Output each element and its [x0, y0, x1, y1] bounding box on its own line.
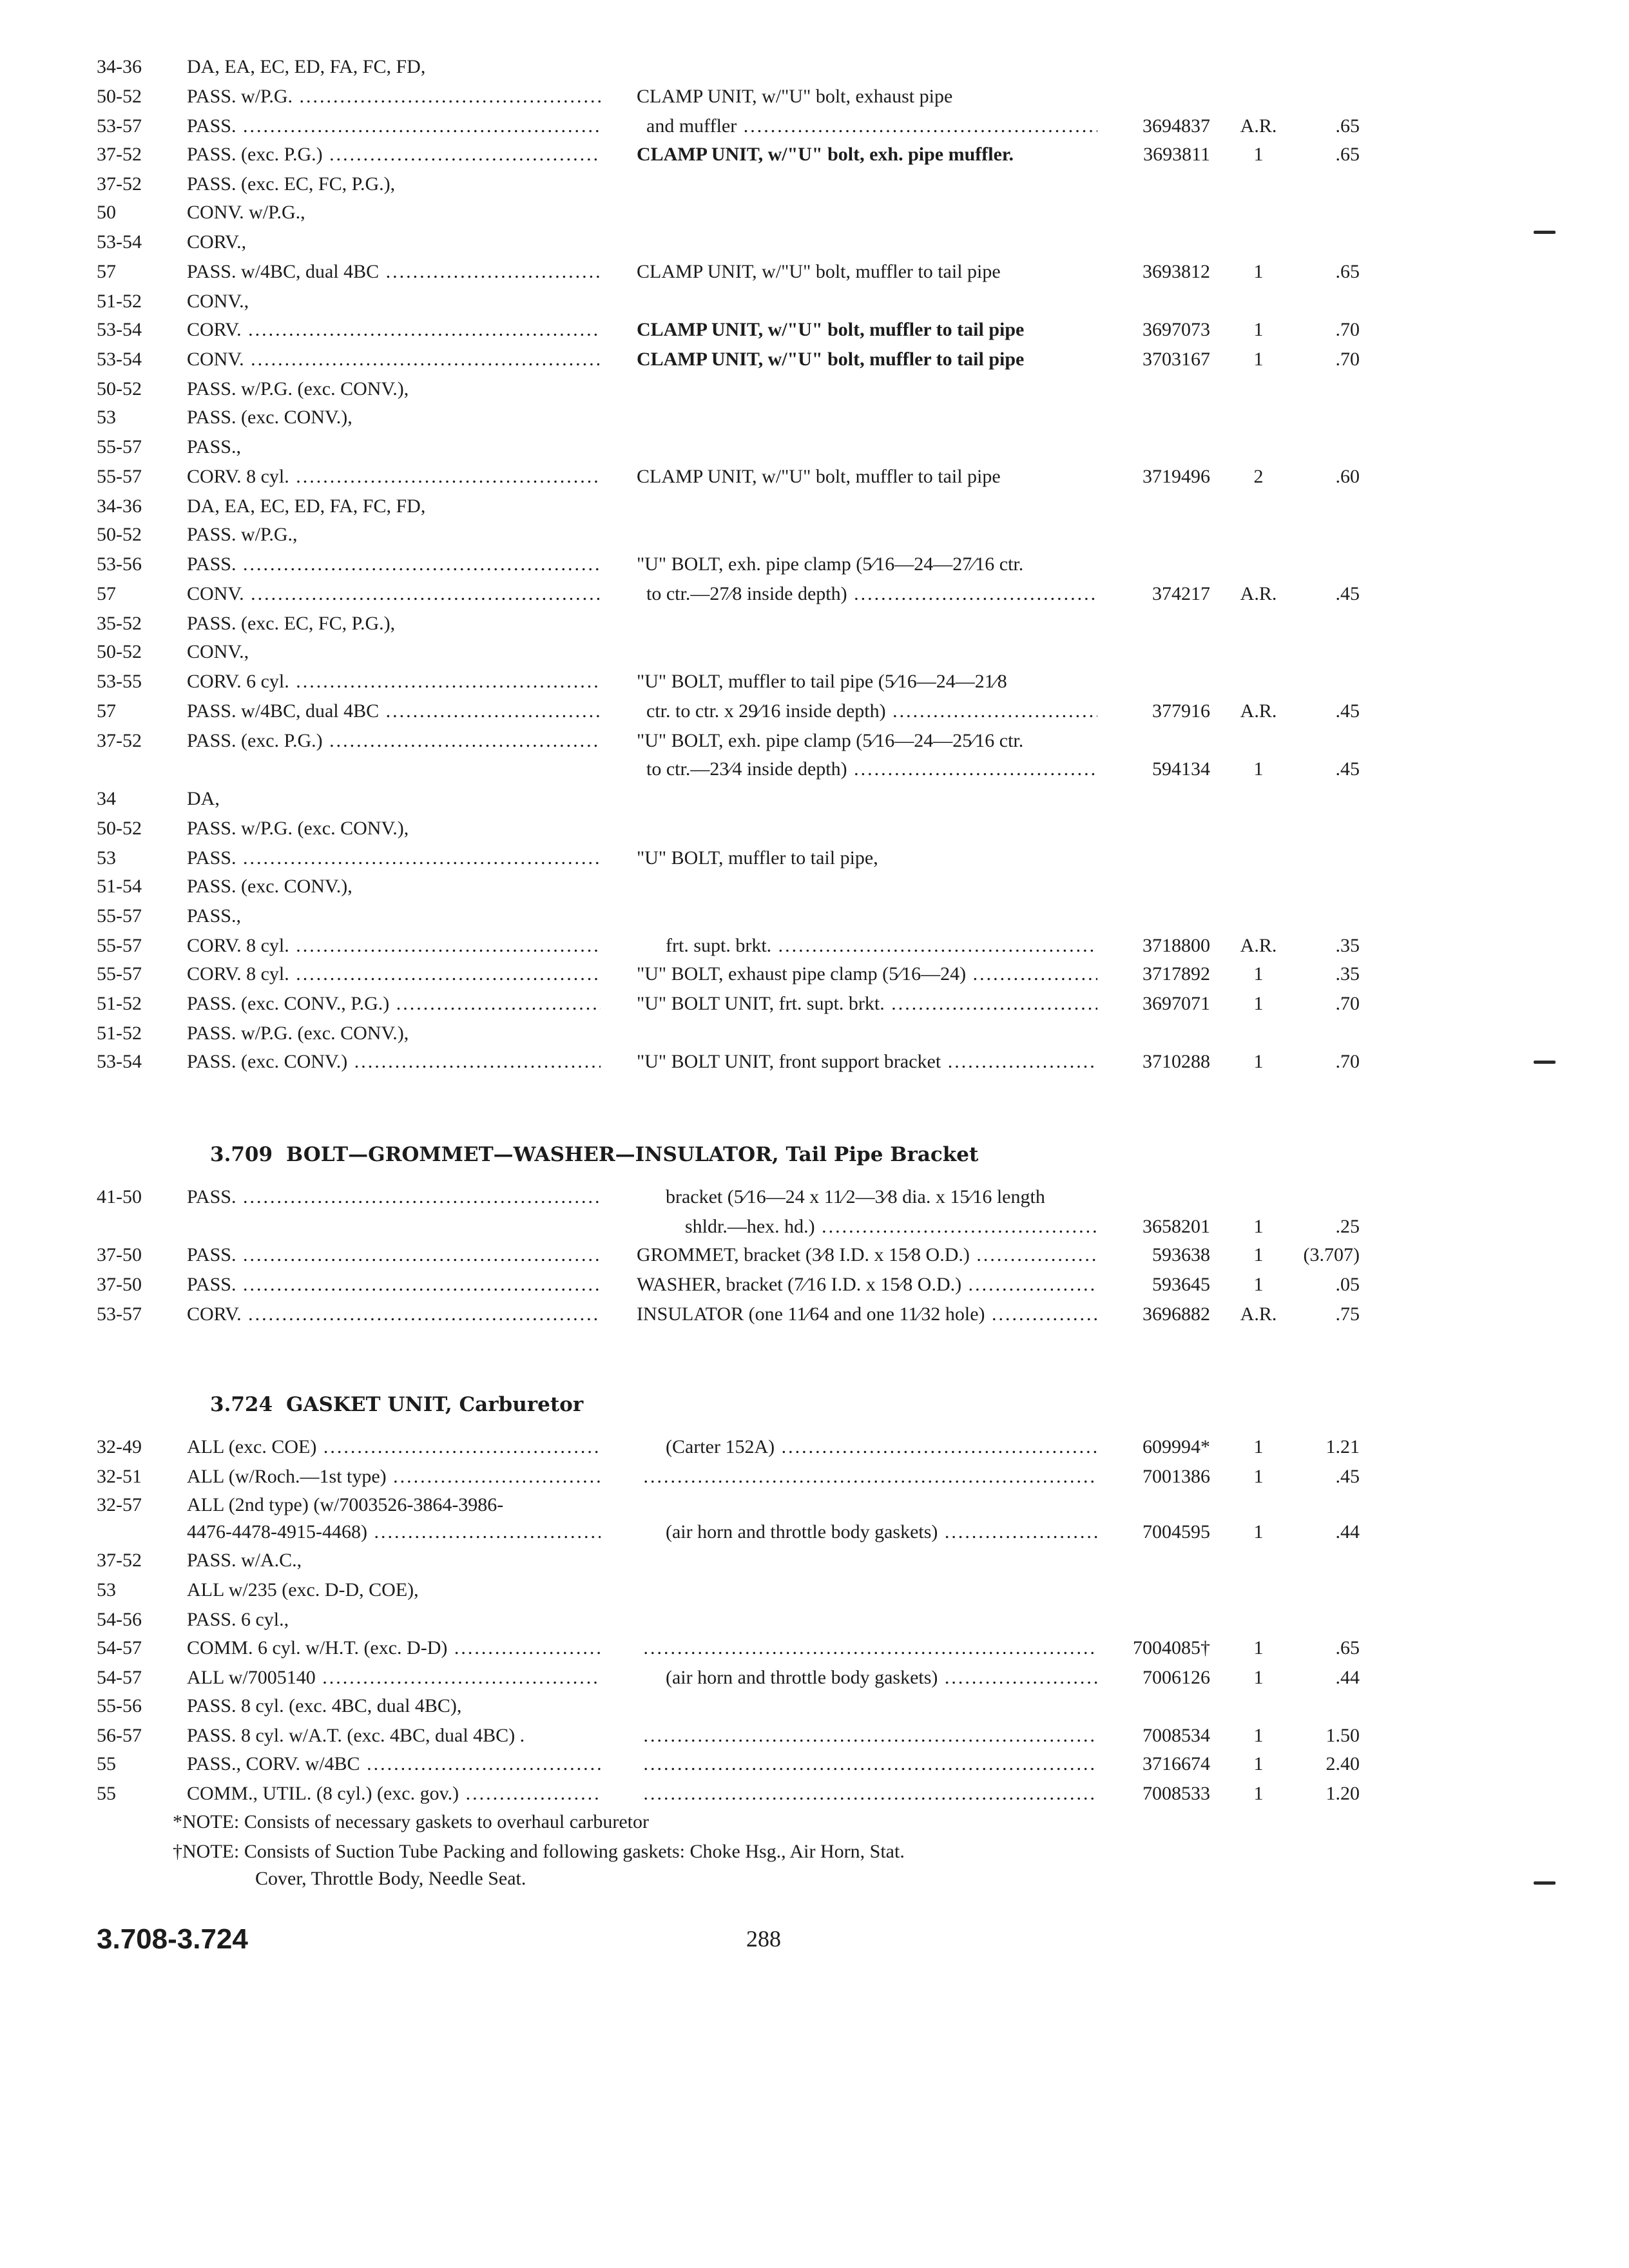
model-text: CORV. .....	[187, 1300, 601, 1329]
model-text: ALL w/235 (exc. D-D, COE),	[187, 1579, 419, 1600]
year-range: 55-57	[97, 466, 142, 487]
table-row	[0, 1463, 1629, 1491]
section-number: 3.709	[210, 1143, 273, 1166]
year-range: 41-50	[97, 1186, 142, 1207]
footnote: †NOTE: Consists of Suction Tube Packing and following gaskets: Choke Hsg., Air Horn, Stat.	[173, 1841, 905, 1862]
model-text: PASS. w/A.C.,	[187, 1550, 302, 1571]
model-text: CONV. w/P.G.,	[187, 202, 305, 223]
model-text: COMM., UTIL. (8 cyl.) (exc. gov.) .....	[187, 1780, 601, 1808]
part-number: 3658201	[1142, 1216, 1210, 1237]
model-text: ALL (w/Roch.—1st type) .....	[187, 1463, 601, 1491]
table-row	[0, 1491, 1629, 1519]
part-description: frt. supt. brkt. .....	[637, 932, 1097, 960]
model-text: PASS. w/P.G. .....	[187, 82, 601, 111]
quantity: 1	[1253, 319, 1264, 340]
footer-section-range: 3.708-3.724	[97, 1923, 248, 1955]
table-row	[0, 785, 1629, 813]
quantity: 2	[1253, 466, 1264, 487]
model-text: PASS. (exc. CONV.),	[187, 407, 352, 428]
quantity: 1	[1253, 349, 1264, 370]
part-number: 7006126	[1142, 1667, 1210, 1688]
model-text: PASS. w/4BC, dual 4BC .....	[187, 697, 601, 726]
part-number: 3710288	[1142, 1051, 1210, 1072]
section-title: BOLT—GROMMET—WASHER—INSULATOR, Tail Pipe Bracket	[286, 1143, 979, 1166]
table-row	[0, 814, 1629, 843]
year-range: 50-52	[97, 641, 142, 662]
table-row	[0, 580, 1629, 608]
part-description: to ctr.—27⁄8 inside depth) .....	[637, 580, 1097, 608]
part-description	[637, 1750, 1097, 1778]
price: .75	[1335, 1303, 1360, 1325]
model-text: COMM. 6 cyl. w/H.T. (exc. D-D) .....	[187, 1634, 601, 1662]
part-description: INSULATOR (one 11⁄64 and one 11⁄32 hole) .....	[637, 1300, 1097, 1329]
model-text: CORV. 8 cyl. .....	[187, 932, 601, 960]
part-number: 7001386	[1142, 1466, 1210, 1487]
table-row	[0, 1019, 1629, 1048]
year-range: 53-54	[97, 319, 142, 340]
year-range: 53-56	[97, 553, 142, 575]
part-description: WASHER, bracket (7⁄16 I.D. x 15⁄8 O.D.) .....	[637, 1271, 1097, 1299]
table-row	[0, 112, 1629, 140]
year-range: 37-52	[97, 730, 142, 751]
year-range: 51-52	[97, 1023, 142, 1044]
part-number: 3697073	[1142, 319, 1210, 340]
part-description: "U" BOLT UNIT, front support bracket .....	[637, 1048, 1097, 1076]
table-row	[0, 82, 1629, 111]
margin-mark	[1534, 231, 1556, 234]
price: .45	[1335, 758, 1360, 780]
quantity: A.R.	[1240, 1303, 1277, 1325]
part-number: 593645	[1152, 1274, 1210, 1295]
table-row	[0, 932, 1629, 960]
quantity: 1	[1253, 144, 1264, 165]
year-range: 32-51	[97, 1466, 142, 1487]
table-row	[0, 1271, 1629, 1299]
part-number: 7008534	[1142, 1725, 1210, 1746]
table-row	[0, 902, 1629, 930]
year-range: 51-52	[97, 993, 142, 1014]
part-description: GROMMET, bracket (3⁄8 I.D. x 15⁄8 O.D.) .....	[637, 1241, 1097, 1269]
price: .45	[1335, 700, 1360, 722]
part-description: (air horn and throttle body gaskets) .....	[637, 1664, 1097, 1692]
model-text: PASS. w/P.G. (exc. CONV.),	[187, 1023, 409, 1044]
page-number: 288	[746, 1926, 781, 1952]
margin-mark	[1534, 1061, 1556, 1064]
price: 1.50	[1325, 1725, 1360, 1746]
table-row	[0, 1634, 1629, 1662]
part-description: CLAMP UNIT, w/"U" bolt, muffler to tail pipe	[637, 319, 1025, 340]
table-row	[0, 668, 1629, 696]
part-description: shldr.—hex. hd.) .....	[637, 1213, 1097, 1241]
model-text: PASS. .....	[187, 112, 601, 140]
year-range: 37-50	[97, 1244, 142, 1265]
price: .70	[1335, 1051, 1360, 1072]
table-row	[0, 1606, 1629, 1634]
part-description: (air horn and throttle body gaskets) .....	[637, 1518, 1097, 1546]
year-range: 55-57	[97, 436, 142, 457]
model-text: PASS., CORV. w/4BC .....	[187, 1750, 601, 1778]
quantity: 1	[1253, 758, 1264, 780]
model-text: DA,	[187, 788, 220, 809]
section-number: 3.724	[210, 1393, 273, 1416]
table-row	[0, 198, 1629, 227]
year-range: 37-52	[97, 1550, 142, 1571]
part-number: 374217	[1152, 583, 1210, 604]
part-number: 3694837	[1142, 115, 1210, 137]
table-row	[0, 1433, 1629, 1461]
year-range: 53-54	[97, 1051, 142, 1072]
table-row	[0, 638, 1629, 666]
year-range: 32-57	[97, 1494, 142, 1515]
year-range: 37-50	[97, 1274, 142, 1295]
year-range: 50-52	[97, 524, 142, 545]
price: .05	[1335, 1274, 1360, 1295]
model-text: CONV. .....	[187, 580, 601, 608]
model-text: PASS. 8 cyl. w/A.T. (exc. 4BC, dual 4BC) .	[187, 1725, 525, 1746]
part-number: 593638	[1152, 1244, 1210, 1265]
table-row	[0, 1576, 1629, 1604]
table-row	[0, 1692, 1629, 1720]
table-row	[0, 463, 1629, 491]
price: .25	[1335, 1216, 1360, 1237]
price: .70	[1335, 319, 1360, 340]
part-description	[637, 1780, 1097, 1808]
year-range: 50-52	[97, 86, 142, 107]
table-row	[0, 433, 1629, 461]
part-number: 377916	[1152, 700, 1210, 722]
margin-mark	[1534, 1881, 1556, 1885]
price: (3.707)	[1303, 1244, 1360, 1265]
table-row	[0, 960, 1629, 988]
part-number: 594134	[1152, 758, 1210, 780]
model-text: PASS.,	[187, 905, 241, 927]
table-row	[0, 1750, 1629, 1778]
model-text: PASS. w/P.G. (exc. CONV.),	[187, 378, 409, 399]
part-number: 3703167	[1142, 349, 1210, 370]
part-description: ctr. to ctr. x 29⁄16 inside depth) .....	[637, 697, 1097, 726]
model-text: CORV. 8 cyl. .....	[187, 463, 601, 491]
model-text: PASS. 6 cyl.,	[187, 1609, 289, 1630]
year-range: 50-52	[97, 378, 142, 399]
price: .45	[1335, 583, 1360, 604]
year-range: 57	[97, 583, 116, 604]
part-number: 3718800	[1142, 935, 1210, 956]
part-description: "U" BOLT, muffler to tail pipe (5⁄16—24—21⁄8	[637, 671, 1007, 692]
model-text: PASS. (exc. CONV.),	[187, 876, 352, 897]
table-row	[0, 1722, 1629, 1750]
year-range: 50	[97, 202, 116, 223]
model-text: CONV.,	[187, 641, 249, 662]
quantity: 1	[1253, 1667, 1264, 1688]
year-range: 53-55	[97, 671, 142, 692]
price: .45	[1335, 1466, 1360, 1487]
model-text: ALL (2nd type) (w/7003526-3864-3986-	[187, 1494, 504, 1515]
quantity: 1	[1253, 1244, 1264, 1265]
year-range: 54-57	[97, 1667, 142, 1688]
year-range: 53-57	[97, 1303, 142, 1325]
part-number: 3696882	[1142, 1303, 1210, 1325]
quantity: A.R.	[1240, 935, 1277, 956]
quantity: A.R.	[1240, 115, 1277, 137]
quantity: 1	[1253, 963, 1264, 985]
model-text: ALL (exc. COE) .....	[187, 1433, 601, 1461]
price: .60	[1335, 466, 1360, 487]
price: .65	[1335, 144, 1360, 165]
table-row	[0, 1241, 1629, 1269]
year-range: 34-36	[97, 495, 142, 517]
quantity: 1	[1253, 1637, 1264, 1658]
model-text: PASS. (exc. CONV.) .....	[187, 1048, 601, 1076]
part-number: 3693812	[1142, 261, 1210, 282]
year-range: 54-56	[97, 1609, 142, 1630]
part-description: CLAMP UNIT, w/"U" bolt, muffler to tail pipe	[637, 261, 1001, 282]
quantity: 1	[1253, 1725, 1264, 1746]
year-range: 37-52	[97, 173, 142, 195]
part-description: (Carter 152A) .....	[637, 1433, 1097, 1461]
model-text: CONV. .....	[187, 345, 601, 374]
price: .65	[1335, 1637, 1360, 1658]
model-text: PASS. 8 cyl. (exc. 4BC, dual 4BC),	[187, 1695, 462, 1716]
model-text: PASS. .....	[187, 1241, 601, 1269]
table-row	[0, 316, 1629, 344]
part-description: to ctr.—23⁄4 inside depth) .....	[637, 755, 1097, 783]
model-text: PASS. w/P.G.,	[187, 524, 298, 545]
part-description: and muffler .....	[637, 112, 1097, 140]
price: .70	[1335, 349, 1360, 370]
model-text: PASS. (exc. P.G.) .....	[187, 140, 601, 169]
part-number: 3693811	[1143, 144, 1210, 165]
quantity: 1	[1253, 1466, 1264, 1487]
price: .35	[1335, 935, 1360, 956]
price: .70	[1335, 993, 1360, 1014]
part-description: "U" BOLT, exh. pipe clamp (5⁄16—24—27⁄16 ctr.	[637, 553, 1024, 575]
quantity: 1	[1253, 993, 1264, 1014]
table-row	[0, 697, 1629, 726]
part-number: 3697071	[1142, 993, 1210, 1014]
table-row	[0, 610, 1629, 638]
model-text: PASS.,	[187, 436, 241, 457]
part-description: "U" BOLT UNIT, frt. supt. brkt. .....	[637, 990, 1097, 1018]
table-row	[0, 844, 1629, 872]
price: .35	[1335, 963, 1360, 985]
table-row	[0, 53, 1629, 81]
quantity: 1	[1253, 1783, 1264, 1804]
table-row	[0, 1300, 1629, 1329]
year-range: 54-57	[97, 1637, 142, 1658]
model-text: CORV. 8 cyl. .....	[187, 960, 601, 988]
price: 1.20	[1325, 1783, 1360, 1804]
table-row	[0, 1780, 1629, 1808]
part-description: bracket (5⁄16—24 x 11⁄2—3⁄8 dia. x 15⁄16 length	[637, 1186, 1045, 1207]
section-title: GASKET UNIT, Carburetor	[286, 1393, 584, 1416]
table-row	[0, 1664, 1629, 1692]
table-row	[0, 140, 1629, 169]
table-row	[0, 375, 1629, 403]
part-description: CLAMP UNIT, w/"U" bolt, exh. pipe muffler.	[637, 144, 1014, 165]
footnote: Cover, Throttle Body, Needle Seat.	[255, 1868, 526, 1889]
part-description: CLAMP UNIT, w/"U" bolt, muffler to tail pipe	[637, 349, 1025, 370]
quantity: 1	[1253, 1051, 1264, 1072]
year-range: 55	[97, 1783, 116, 1804]
year-range: 37-52	[97, 144, 142, 165]
table-row	[0, 521, 1629, 549]
part-description: CLAMP UNIT, w/"U" bolt, muffler to tail pipe	[637, 466, 1001, 487]
quantity: A.R.	[1240, 700, 1277, 722]
table-row	[0, 345, 1629, 374]
table-row	[0, 228, 1629, 256]
price: 1.21	[1325, 1436, 1360, 1457]
table-row	[0, 258, 1629, 286]
part-number: 609994*	[1142, 1436, 1210, 1457]
part-description: "U" BOLT, exh. pipe clamp (5⁄16—24—25⁄16 ctr.	[637, 730, 1024, 751]
part-description: "U" BOLT, exhaust pipe clamp (5⁄16—24) .....	[637, 960, 1097, 988]
year-range: 55-57	[97, 935, 142, 956]
part-description	[637, 1722, 1097, 1750]
year-range: 53	[97, 847, 116, 869]
model-text: PASS. .....	[187, 844, 601, 872]
model-text: DA, EA, EC, ED, FA, FC, FD,	[187, 56, 426, 77]
year-range: 57	[97, 700, 116, 722]
year-range: 55-56	[97, 1695, 142, 1716]
year-range: 34	[97, 788, 116, 809]
year-range: 53-54	[97, 349, 142, 370]
table-row	[0, 1213, 1629, 1241]
part-number: 3716674	[1142, 1753, 1210, 1774]
model-text: PASS. (exc. EC, FC, P.G.),	[187, 173, 396, 195]
model-text: DA, EA, EC, ED, FA, FC, FD,	[187, 495, 426, 517]
model-text: ALL w/7005140 .....	[187, 1664, 601, 1692]
model-text: PASS. w/4BC, dual 4BC .....	[187, 258, 601, 286]
year-range: 57	[97, 261, 116, 282]
year-range: 53	[97, 407, 116, 428]
year-range: 51-54	[97, 876, 142, 897]
price: .65	[1335, 261, 1360, 282]
footnote: *NOTE: Consists of necessary gaskets to overhaul carburetor	[173, 1811, 649, 1832]
price: .65	[1335, 115, 1360, 137]
quantity: 1	[1253, 1436, 1264, 1457]
part-number: 7008533	[1142, 1783, 1210, 1804]
year-range: 53-57	[97, 115, 142, 137]
table-row	[0, 990, 1629, 1018]
price: 2.40	[1325, 1753, 1360, 1774]
year-range: 35-52	[97, 613, 142, 634]
price: .44	[1335, 1521, 1360, 1542]
table-row	[0, 872, 1629, 901]
year-range: 34-36	[97, 56, 142, 77]
table-row	[0, 403, 1629, 432]
quantity: 1	[1253, 1753, 1264, 1774]
table-row	[0, 170, 1629, 198]
model-text: PASS. (exc. CONV., P.G.) .....	[187, 990, 601, 1018]
model-text: PASS. .....	[187, 1183, 601, 1211]
model-text: PASS. w/P.G. (exc. CONV.),	[187, 818, 409, 839]
model-text: CORV. .....	[187, 316, 601, 344]
part-description	[637, 1463, 1097, 1491]
model-text: CORV. 6 cyl. .....	[187, 668, 601, 696]
quantity: 1	[1253, 1274, 1264, 1295]
quantity: 1	[1253, 1216, 1264, 1237]
year-range: 32-49	[97, 1436, 142, 1457]
year-range: 51-52	[97, 291, 142, 312]
model-text: PASS. .....	[187, 550, 601, 579]
quantity: 1	[1253, 261, 1264, 282]
part-number: 3719496	[1142, 466, 1210, 487]
table-row	[0, 492, 1629, 521]
year-range: 50-52	[97, 818, 142, 839]
year-range: 53	[97, 1579, 116, 1600]
year-range: 55-57	[97, 905, 142, 927]
year-range: 53-54	[97, 231, 142, 253]
year-range: 55-57	[97, 963, 142, 985]
table-row	[0, 1183, 1629, 1211]
table-row	[0, 287, 1629, 316]
part-description: "U" BOLT, muffler to tail pipe,	[637, 847, 878, 869]
price: .44	[1335, 1667, 1360, 1688]
part-number: 7004595	[1142, 1521, 1210, 1542]
model-text: PASS. (exc. P.G.) .....	[187, 727, 601, 755]
table-row	[0, 755, 1629, 783]
model-text: 4476-4478-4915-4468) .....	[187, 1518, 601, 1546]
table-row	[0, 550, 1629, 579]
quantity: A.R.	[1240, 583, 1277, 604]
quantity: 1	[1253, 1521, 1264, 1542]
table-row	[0, 727, 1629, 755]
part-description	[637, 1634, 1097, 1662]
model-text: PASS. .....	[187, 1271, 601, 1299]
year-range: 56-57	[97, 1725, 142, 1746]
table-row	[0, 1546, 1629, 1575]
model-text: CORV.,	[187, 231, 247, 253]
part-description: CLAMP UNIT, w/"U" bolt, exhaust pipe	[637, 86, 953, 107]
part-number: 3717892	[1142, 963, 1210, 985]
year-range: 55	[97, 1753, 116, 1774]
table-row	[0, 1048, 1629, 1076]
table-row	[0, 1518, 1629, 1546]
model-text: PASS. (exc. EC, FC, P.G.),	[187, 613, 396, 634]
part-number: 7004085†	[1133, 1637, 1210, 1658]
model-text: CONV.,	[187, 291, 249, 312]
